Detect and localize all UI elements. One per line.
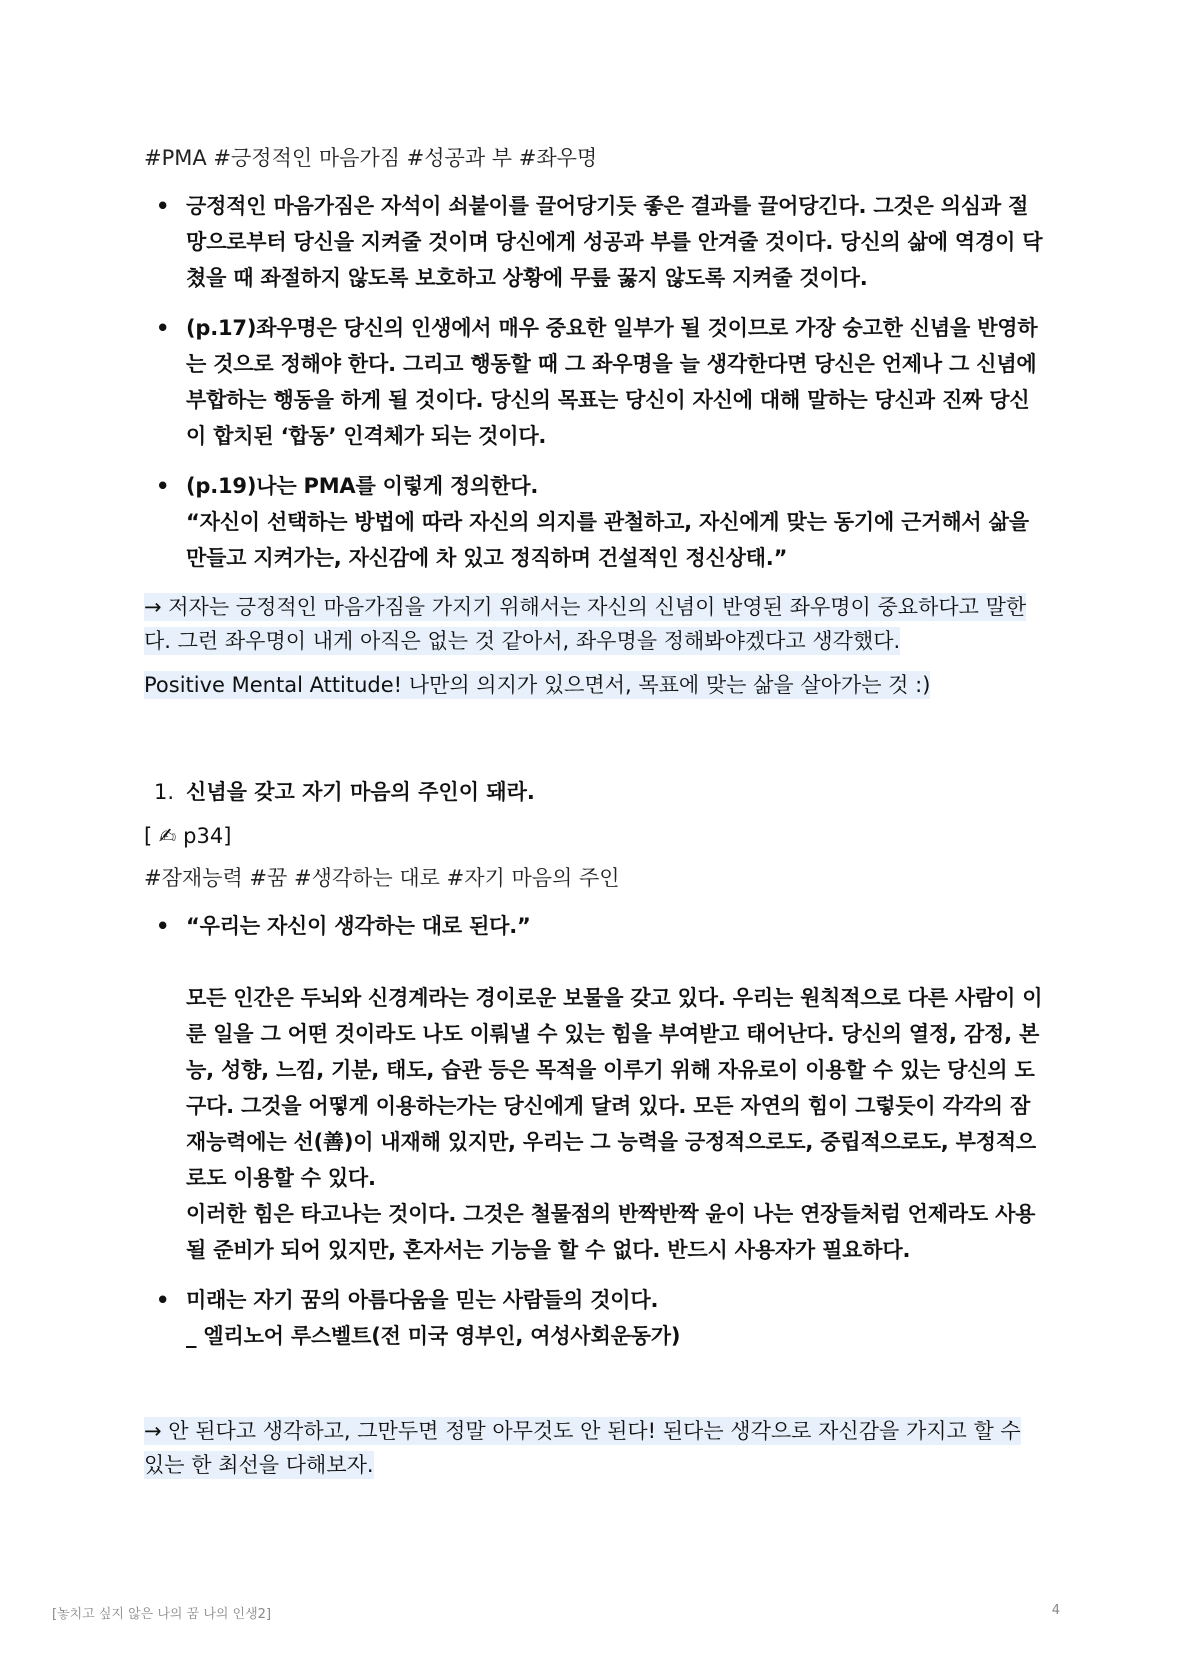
note-text: → 저자는 긍정적인 마음가짐을 가지기 위해서는 자신의 신념이 반영된 좌우명이 중요하다고 말한다. 그런 좌우명이 내게 아직은 없는 것 같아서, 좌우명을 정해봐야겠다고 생각했다. bbox=[144, 595, 1027, 653]
footer-title: [놓치고 싶지 않은 나의 꿈 나의 인생2] bbox=[52, 1607, 272, 1622]
list-item: • 긍정적인 마음가짐은 자석이 쇠붙이를 끌어당기듯 좋은 결과를 끌어당긴다. 그것은 의심과 절망으로부터 당신을 지켜줄 것이며 당신에게 성공과 부를 안겨줄 것이다. 당신의 삶에 역경이 닥쳤을 때 좌절하지 않도록 보호하고 상황에 무릎 꿇지 않도록 지켜줄 것이다. bbox=[144, 188, 1044, 296]
highlighted-note bbox=[144, 1414, 1044, 1482]
list-item: • 미래는 자기 꿈의 아름다움을 믿는 사람들의 것이다. _ 엘리노어 루스벨트(전 미국 영부인, 여성사회운동가) bbox=[144, 1282, 1044, 1354]
hashtags-line: #잠재능력 #꿈 #생각하는 대로 #자기 마음의 주인 bbox=[144, 866, 620, 890]
note-text: → 안 된다고 생각하고, 그만두면 정말 아무것도 안 된다! 된다는 생각으로 자신감을 가지고 할 수 있는 한 최선을 다해보자. bbox=[144, 1419, 1021, 1477]
note-text: Positive Mental Attitude! 나만의 의지가 있으면서, 목표에 맞는 삶을 살아가는 것 :) bbox=[144, 673, 931, 697]
hashtags-line: #PMA #긍정적인 마음가짐 #성공과 부 #좌우명 bbox=[144, 146, 598, 170]
list-item: • (p.19)나는 PMA를 이렇게 정의한다. “자신이 선택하는 방법에 따라 자신의 의지를 관철하고, 자신에게 맞는 동기에 근거해서 삶을 만들고 지켜가는, 자신감에 차 있고 정직하며 건설적인 정신상태.” bbox=[144, 468, 1044, 576]
heading-number: 1. bbox=[154, 780, 175, 804]
list-item: • (p.17)좌우명은 당신의 인생에서 매우 중요한 일부가 될 것이므로 가장 숭고한 신념을 반영하는 것으로 정해야 한다. 그리고 행동할 때 그 좌우명을 늘 생각한다면 당신은 언제나 그 신념에 부합하는 행동을 하게 될 것이다. 당신의 목표는 당신이 자신에 대해 말하는 당신과 진짜 당신이 합치된 ‘합동’ 인격체가 되는 것이다. bbox=[144, 310, 1044, 454]
heading-text: 신념을 갖고 자기 마음의 주인이 돼라. bbox=[186, 780, 535, 804]
highlighted-note bbox=[144, 668, 1044, 702]
highlighted-note bbox=[144, 590, 1044, 658]
numbered-heading bbox=[154, 774, 1044, 810]
page-reference: [ ✍ p34] bbox=[144, 824, 232, 848]
page-content bbox=[144, 140, 1044, 1492]
list-item: • “우리는 자신이 생각하는 대로 된다.” 모든 인간은 두뇌와 신경계라는 경이로운 보물을 갖고 있다. 우리는 원칙적으로 다른 사람이 이룬 일을 그 어떤 것이라도 나도 이뤄낼 수 있는 힘을 부여받고 태어난다. 당신의 열정, 감정, 본능, 성향, 느낌, 기분, 태도, 습관 등은 목적을 이루기 위해 자유로이 이용할 수 있는 당신의 도구다. 그것을 어떻게 이용하는가는 당신에게 달려 있다. 모든 자연의 힘이 그렇듯이 각각의 잠재능력에는 선(善)이 내재해 있지만, 우리는 그 능력을 긍정적으로도, 중립적으로도, 부정적으로도 이용할 수 있다. 이러한 힘은 타고나는 것이다. 그것은 철물점의 반짝반짝 윤이 나는 연장들처럼 언제라도 사용될 준비가 되어 있지만, 혼자서는 기능을 할 수 없다. 반드시 사용자가 필요하다. bbox=[144, 908, 1044, 1268]
page-number: 4 bbox=[1051, 1603, 1060, 1618]
bullet-list bbox=[144, 908, 1044, 1354]
bullet-list bbox=[144, 188, 1044, 576]
